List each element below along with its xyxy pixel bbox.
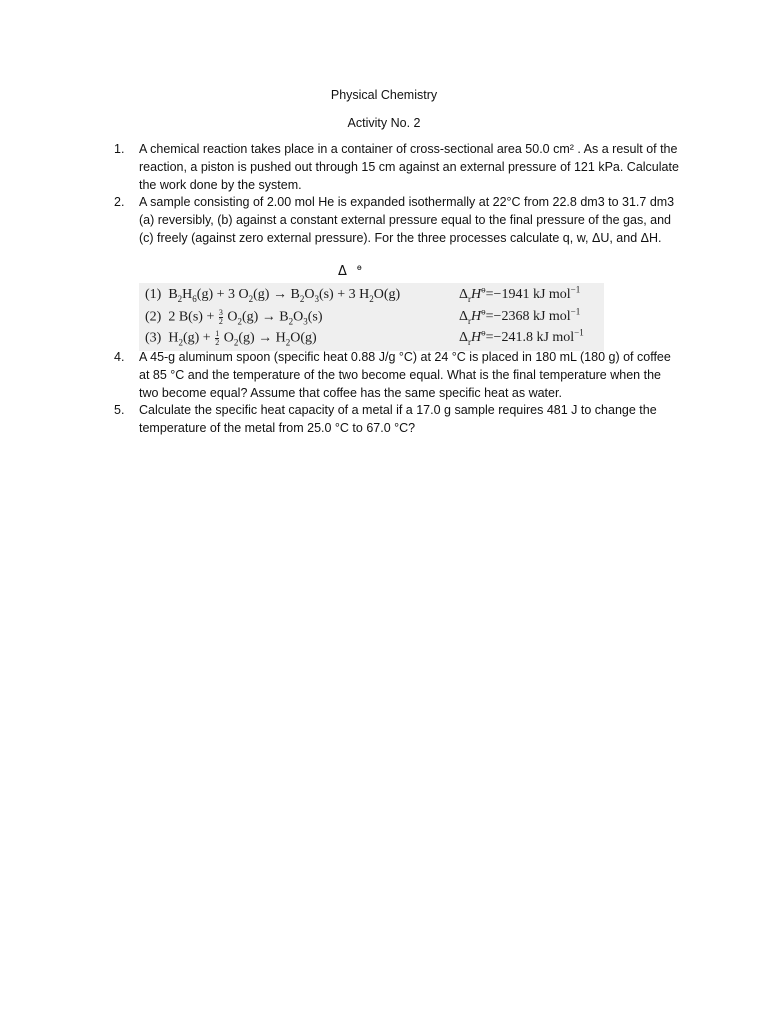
- reaction-enthalpy: $\Delta_rH^ɵ=-241.8$ kJ mol$^{-1}$: [459, 327, 584, 347]
- problem-list-top: [114, 141, 679, 248]
- problem-item: [114, 194, 679, 247]
- problem-item: [114, 402, 679, 438]
- fraction-three-halves: $\frac{3}{2}$: [218, 308, 223, 326]
- reaction-label: (3): [145, 330, 162, 346]
- problem-text: A sample consisting of 2.00 mol He is expanded isothermally at 22°C from 22.8 dm3 to 31.7 dm3 (a) reversibly, (b) against a constant external pressure equal to the final pressure of the gas, and (c) freely (against zero external pressure). For the three processes calculate q, w, ΔU, and ΔH.: [139, 195, 675, 245]
- problem-text: A 45-g aluminum spoon (specific heat 0.88 J/g °C) at 24 °C is placed in 180 mL (180 g) of coffee at 85 °C and the temperature of the two become equal. What is the final temperature when the two become equal? Assume that coffee has the same specific heat as water.: [139, 350, 671, 400]
- problem-text: A chemical reaction takes place in a container of cross-sectional area 50.0 cm² . As a result of the reaction, a piston is pushed out through 15 cm against an external pressure of 121 kPa. Calculate the work done by the system.: [139, 142, 679, 192]
- problem-number: 2.: [114, 195, 125, 210]
- fraction-one-half: $\frac{1}{2}$: [215, 329, 220, 347]
- theta-symbol: ɵ: [356, 263, 362, 272]
- reaction-label: (1): [145, 287, 162, 302]
- delta-symbol: Δ: [338, 264, 347, 279]
- activity-title: Activity No. 2: [347, 116, 421, 130]
- problem-item: [114, 141, 679, 194]
- reaction-equation: (3) $H_2(g)$ + $\frac{1}{2}$ $O_2(g) \to H_2O(g)$: [145, 329, 317, 348]
- problem-list-bottom: [114, 349, 679, 438]
- delta-theta-line: [338, 263, 362, 279]
- problem-text: Calculate the specific heat capacity of a metal if a 17.0 g sample requires 481 J to change the temperature of the metal from 25.0 °C to 67.0 °C?: [139, 403, 657, 436]
- reaction-enthalpy: $\Delta_rH^ɵ=-2368$ kJ mol$^{-1}$: [459, 306, 581, 326]
- problem-item: [114, 349, 679, 402]
- problem-number: 5.: [114, 403, 125, 418]
- reaction-equations-image: [139, 283, 604, 351]
- problem-number: 4.: [114, 350, 125, 364]
- reaction-row: [145, 284, 600, 309]
- enthalpy-value: −241.8 kJ mol: [493, 330, 575, 345]
- reaction-enthalpy: $\Delta_rH^ɵ=-1941$ kJ mol$^{-1}$: [459, 284, 581, 304]
- course-title: Physical Chemistry: [330, 88, 438, 102]
- reaction-equation: (1) $B_2H_6(g) + 3$ $O_2(g) \to B_2O_3(s) + 3$ $H_2O(g)$: [145, 287, 401, 304]
- enthalpy-value: −1941 kJ mol: [493, 287, 571, 302]
- reaction-label: (2): [145, 309, 162, 325]
- enthalpy-value: −2368 kJ mol: [493, 309, 571, 324]
- problem-number: 1.: [114, 142, 125, 156]
- reaction-row: [145, 306, 600, 331]
- reaction-equation: (2) 2 B(s) + $\frac{3}{2}$ $O_2(g) \to B_2O_3(s)$: [145, 308, 323, 327]
